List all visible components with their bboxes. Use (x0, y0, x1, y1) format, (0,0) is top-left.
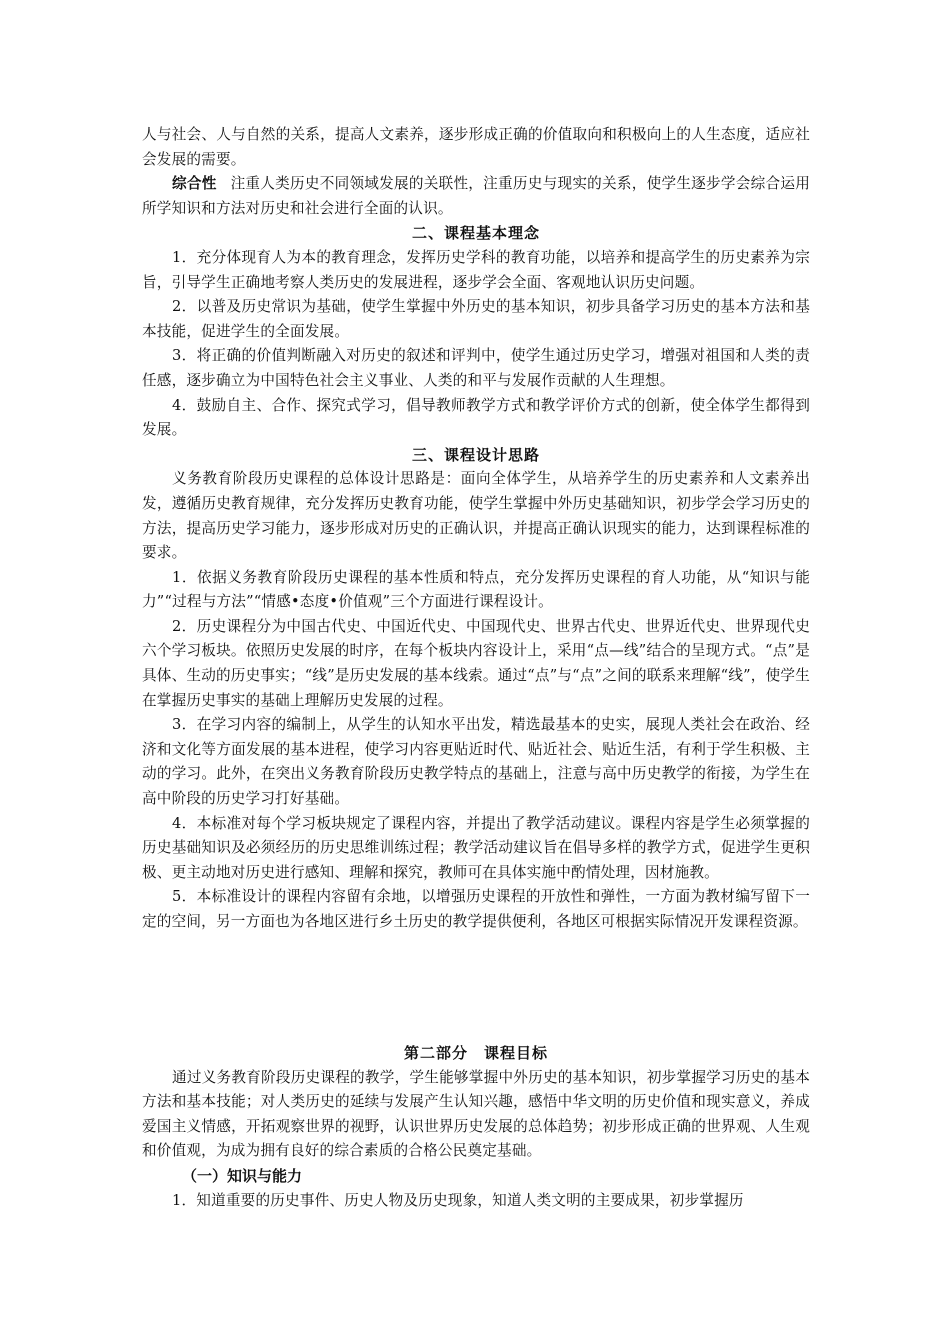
term-comprehensive: 综合性 (172, 175, 217, 193)
design-item-4: 4．本标准对每个学习板块规定了课程内容，并提出了教学活动建议。课程内容是学生必须掌握的历史基础知识及必须经历的历史思维训练过程；教学活动建议旨在倡导多样的教学方式，促进学生更积极、更主动地对历史进行感知、理解和探究，教师可在具体实施中酌情处理，因材施教。 (142, 814, 810, 881)
concept-item-1: 1．充分体现育人为本的教育理念，发挥历史学科的教育功能，以培养和提高学生的历史素养为宗旨，引导学生正确地考察人类历史的发展进程，逐步学会全面、客观地认识历史问题。 (142, 248, 810, 291)
design-intro: 义务教育阶段历史课程的总体设计思路是：面向全体学生，从培养学生的历史素养和人文素养出发，遵循历史教育规律，充分发挥历史教育功能，使学生掌握中外历史基础知识，初步学会学习历史的方法，提高历史学习能力，逐步形成对历史的正确认识，并提高正确认识现实的能力，达到课程标准的要求。 (142, 470, 810, 562)
design-item-2: 2．历史课程分为中国古代史、中国近代史、中国现代史、世界古代史、世界近代史、世界现代史六个学习板块。依照历史发展的时序，在每个板块内容设计上，采用“点—线”结合的呈现方式。“点”是具体、生动的历史事实；“线”是历史发展的基本线索。通过“点”与“点”之间的联系来理解“线”，使学生在掌握历史事实的基础上理解历史发展的过程。 (142, 617, 810, 709)
knowledge-item-1: 1．知道重要的历史事件、历史人物及历史现象，知道人类文明的主要成果，初步掌握历 (172, 1191, 744, 1209)
heading-part-two: 第二部分 课程目标 (403, 1044, 548, 1062)
subheading-knowledge-ability: （一）知识与能力 (182, 1166, 303, 1185)
heading-basic-concepts: 二、课程基本理念 (411, 224, 540, 243)
concept-item-4: 4．鼓励自主、合作、探究式学习，倡导教师教学方式和教学评价方式的创新，使全体学生都得到发展。 (142, 396, 810, 439)
concept-item-2: 2．以普及历史常识为基础，使学生掌握中外历史的基本知识，初步具备学习历史的基本方法和基本技能，促进学生的全面发展。 (142, 298, 810, 340)
paragraph-comprehensive-text: 注重人类历史不同领域发展的关联性，注重历史与现实的关系，使学生逐步学会综合运用所学知识和方法对历史和社会进行全面的认识。 (142, 175, 810, 217)
heading-design-ideas: 三、课程设计思路 (411, 445, 540, 464)
concept-item-3: 3．将正确的价值判断融入对历史的叙述和评判中，使学生通过历史学习，增强对祖国和人类的责任感，逐步确立为中国特色社会主义事业、人类的和平与发展作贡献的人生理想。 (142, 347, 810, 389)
paragraph-comprehensive (142, 172, 810, 221)
goals-intro: 通过义务教育阶段历史课程的教学，学生能够掌握中外历史的基本知识，初步掌握学习历史的基本方法和基本技能；对人类历史的延续与发展产生认知兴趣，感悟中华文明的历史价值和现实意义，养成爱国主义情感，开拓观察世界的视野，认识世界历史发展的总体趋势；初步形成正确的世界观、人生观和价值观，为成为拥有良好的综合素质的合格公民奠定基础。 (142, 1068, 810, 1160)
design-item-5: 5．本标准设计的课程内容留有余地，以增强历史课程的开放性和弹性，一方面为教材编写留下一定的空间，另一方面也为各地区进行乡土历史的教学提供便利，各地区可根据实际情况开发课程资源。 (142, 888, 810, 930)
design-item-1: 1．依据义务教育阶段历史课程的基本性质和特点，充分发挥历史课程的育人功能，从“知识与能力”“过程与方法”“情感•态度•价值观”三个方面进行课程设计。 (142, 568, 810, 611)
paragraph-humanity: 人与社会、人与自然的关系，提高人文素养，逐步形成正确的价值取向和积极向上的人生态度，适应社会发展的需要。 (142, 126, 810, 168)
design-item-3: 3．在学习内容的编制上，从学生的认知水平出发，精选最基本的史实，展现人类社会在政治、经济和文化等方面发展的基本进程，使学习内容更贴近时代、贴近社会、贴近生活，有利于学生积极、主动的学习。此外，在突出义务教育阶段历史教学特点的基础上，注意与高中历史教学的衔接，为学生在高中阶段的历史学习打好基础。 (142, 716, 810, 808)
section-nature-continued (142, 123, 810, 935)
section-course-goals (142, 1041, 810, 1213)
